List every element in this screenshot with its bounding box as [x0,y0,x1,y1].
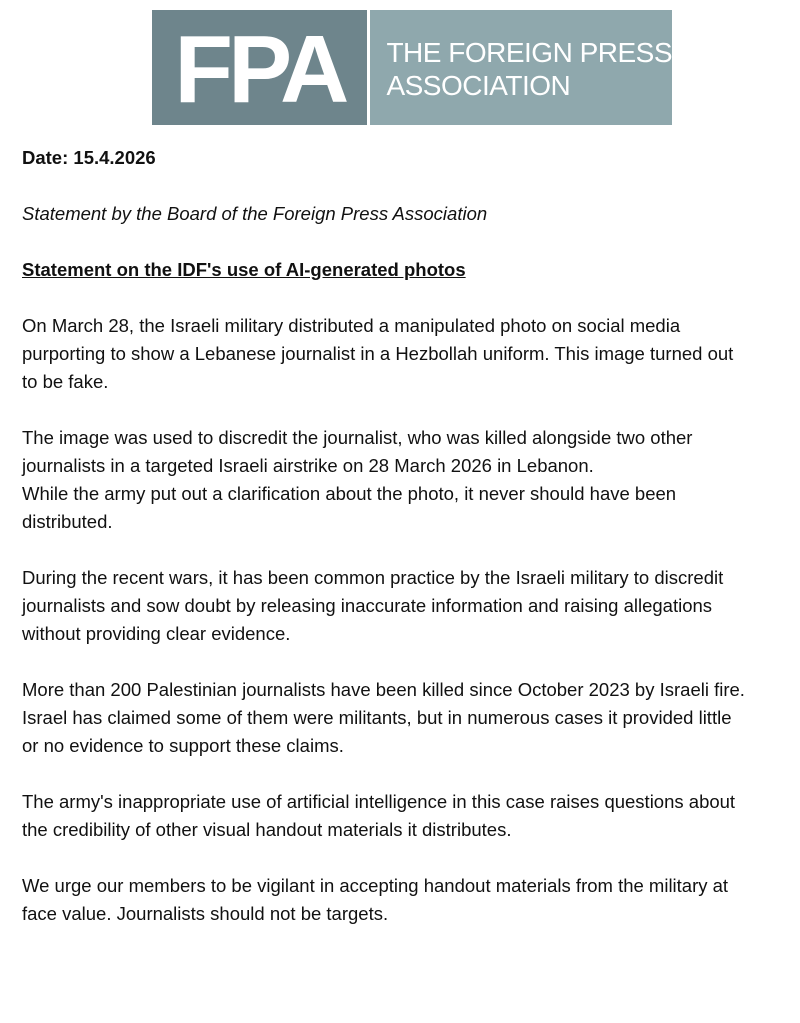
paragraph-1 [22,312,792,396]
text-line: We urge our members to be vigilant in accepting handout materials from the military at [22,875,729,896]
text-line: face value. Journalists should not be targets. [22,903,389,924]
logo-name-line-2: ASSOCIATION [386,70,571,101]
text-line: While the army put out a clarification about the photo, it never should have been [22,483,677,504]
text-line: journalists and sow doubt by releasing inaccurate information and raising allegations [22,595,713,616]
text-line: without providing clear evidence. [22,623,291,644]
text-line: The image was used to discredit the journalist, who was killed alongside two other [22,427,693,448]
text-line: On March 28, the Israeli military distributed a manipulated photo on social media [22,315,681,336]
text-line: journalists in a targeted Israeli airstrike on 28 March 2026 in Lebanon. [22,455,594,476]
text-line: The army's inappropriate use of artificial intelligence in this case raises questions about [22,791,736,812]
fpa-logo-mark [152,10,367,125]
fpa-logo-name [370,10,672,125]
paragraph-5 [22,788,792,844]
text-line: or no evidence to support these claims. [22,735,344,756]
text-line: Israel has claimed some of them were militants, but in numerous cases it provided little [22,707,732,728]
fpa-logo-letters: FPA [174,15,345,123]
paragraph-6 [22,872,792,928]
text-line: purporting to show a Lebanese journalist in a Hezbollah uniform. This image turned out [22,343,734,364]
text-line: the credibility of other visual handout materials it distributes. [22,819,512,840]
paragraph-4 [22,676,792,760]
text-line: distributed. [22,511,113,532]
logo-name-line-1: THE FOREIGN PRESS [386,37,672,68]
statement-byline: Statement by the Board of the Foreign Press Association [22,203,488,224]
text-line: More than 200 Palestinian journalists have been killed since October 2023 by Israeli fire. [22,679,745,700]
statement-headline: Statement on the IDF's use of AI-generated photos [22,259,466,280]
fpa-logo [152,10,672,125]
text-line: During the recent wars, it has been common practice by the Israeli military to discredit [22,567,724,588]
paragraph-2 [22,424,792,536]
paragraph-3 [22,564,792,648]
text-line: to be fake. [22,371,109,392]
statement-date: Date: 15.4.2026 [22,147,156,168]
statement-document [22,144,792,956]
